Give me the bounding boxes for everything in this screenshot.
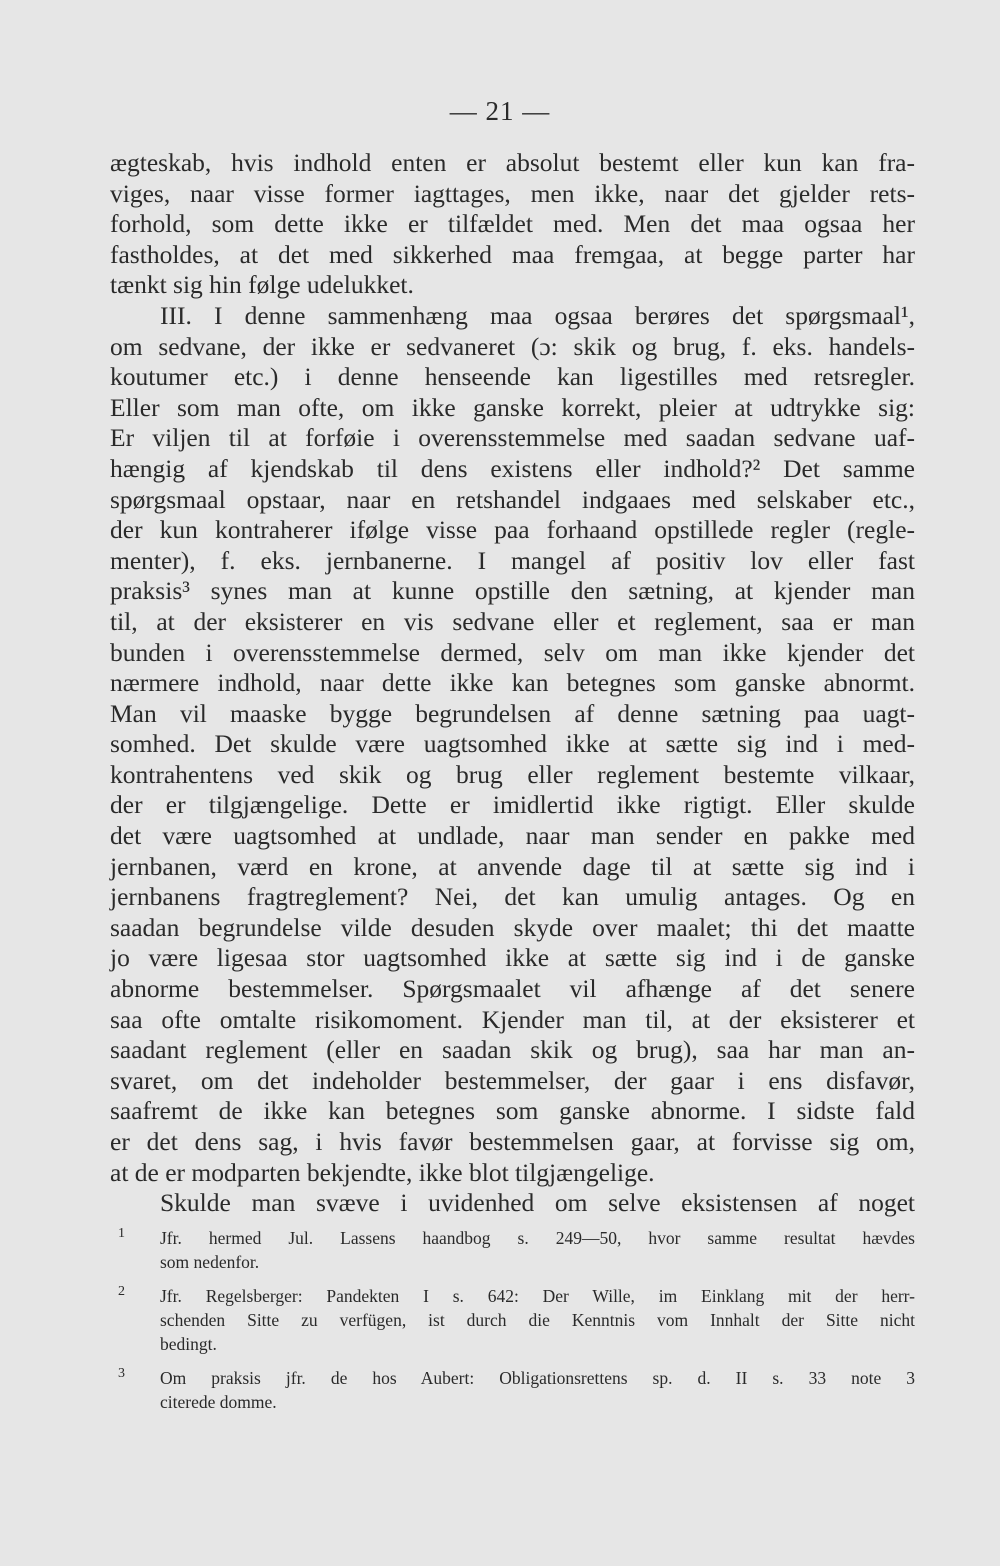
text-line: viges, naar visse former iagttages, men ikke, naar det gjelder rets- [110, 178, 915, 208]
footnote-1 [110, 1226, 915, 1274]
text-line: saa ofte omtalte risikomoment. Kjender man til, at der eksisterer et [110, 1004, 915, 1034]
text-line: fastholdes, at det med sikkerhed maa fremgaa, at begge parter har [110, 239, 915, 269]
text-line: kontrahentens ved skik og brug eller reglement bestemte vilkaar, [110, 759, 915, 789]
text-line: saadant reglement (eller en saadan skik og brug), saa har man an- [110, 1035, 915, 1065]
footnote-line: citerede domme. [160, 1392, 277, 1412]
footnote-3 [110, 1366, 915, 1414]
text-line: praksis³ synes man at kunne opstille den sætning, at kjender man [110, 576, 915, 606]
footnote-2 [110, 1284, 915, 1356]
text-line: Er viljen til at forføie i overensstemmelse med saadan sedvane uaf- [110, 423, 915, 453]
text-line: saafremt de ikke kan betegnes som ganske abnorme. I sidste fald [110, 1096, 915, 1126]
text-line: somhed. Det skulde være uagtsomhed ikke at sætte sig ind i med- [110, 729, 915, 759]
footnote-line: Jfr. Regelsberger: Pandekten I s. 642: Der Wille, im Einklang mit der herr- [160, 1286, 915, 1306]
page-number: — 21 — [449, 96, 551, 126]
text-line: Eller som man ofte, om ikke ganske korrekt, pleier at udtrykke sig: [110, 392, 915, 422]
text-line: saadan begrundelse vilde desuden skyde over maalet; thi det maatte [110, 912, 915, 942]
text-line: tænkt sig hin følge udelukket. [110, 270, 414, 300]
footnotes [110, 1226, 915, 1424]
text-line: jernbanen, værd en krone, at anvende dage til at sætte sig ind i [110, 851, 915, 881]
footnote-number: 3 [118, 1366, 125, 1381]
text-line: koutumer etc.) i denne henseende kan ligestilles med retsregler. [110, 362, 915, 392]
text-line: bunden i overensstemmelse dermed, selv om man ikke kjender det [110, 637, 915, 667]
body-text [110, 148, 915, 1219]
text-line: Man vil maaske bygge begrundelsen af denne sætning paa uagt- [110, 698, 915, 728]
text-line: til, at der eksisterer en vis sedvane eller et reglement, saa er man [110, 606, 915, 636]
text-line: der er tilgjængelige. Dette er imidlertid ikke rigtigt. Eller skulde [110, 790, 915, 820]
text-line: jo være ligesaa stor uagtsomhed ikke at sætte sig ind i de ganske [110, 943, 915, 973]
text-line: der kun kontraherer ifølge visse paa forhaand opstillede regler (regle- [110, 515, 915, 545]
text-line: III. I denne sammenhæng maa ogsaa berøres det spørgsmaal¹, [160, 300, 915, 330]
footnote-number: 1 [118, 1226, 125, 1241]
text-line: hængig af kjendskab til dens existens eller indhold?² Det samme [110, 453, 915, 483]
text-line: det være uagtsomhed at undlade, naar man sender en pakke med [110, 821, 915, 851]
text-line: jernbanens fragtreglement? Nei, det kan umulig antages. Og en [110, 882, 915, 912]
footnote-line: Om praksis jfr. de hos Aubert: Obligationsrettens sp. d. II s. 33 note 3 [160, 1368, 915, 1388]
text-line: om sedvane, der ikke er sedvaneret (ɔ: skik og brug, f. eks. handels- [110, 331, 915, 361]
text-line: abnorme bestemmelser. Spørgsmaalet vil afhænge af det senere [110, 974, 915, 1004]
footnote-line: schenden Sitte zu verfügen, ist durch die Kenntnis vom Innhalt der Sitte nicht [160, 1310, 915, 1330]
footnote-line: som nedenfor. [160, 1252, 260, 1272]
text-line: svaret, om det indeholder bestemmelser, der gaar i ens disfavør, [110, 1065, 915, 1095]
text-line: forhold, som dette ikke er tilfældet med. Men det maa ogsaa her [110, 209, 915, 239]
footnote-line: Jfr. hermed Jul. Lassens haandbog s. 249—50, hvor samme resultat hævdes [160, 1228, 915, 1248]
text-line: menter), f. eks. jernbanerne. I mangel af positiv lov eller fast [110, 545, 915, 575]
text-line: spørgsmaal opstaar, naar en retshandel indgaaes med selskaber etc., [110, 484, 915, 514]
text-line: at de er modparten bekjendte, ikke blot tilgjængelige. [110, 1157, 655, 1187]
text-line: Skulde man svæve i uvidenhed om selve eksistensen af noget [160, 1188, 915, 1218]
text-line: ægteskab, hvis indhold enten er absolut bestemt eller kun kan fra- [110, 148, 915, 177]
footnote-line: bedingt. [160, 1334, 217, 1354]
text-line: nærmere indhold, naar dette ikke kan betegnes som ganske abnormt. [110, 668, 915, 698]
text-line: er det dens sag, i hvis favør bestemmelsen gaar, at forvisse sig om, [110, 1127, 915, 1156]
footnote-number: 2 [118, 1284, 125, 1299]
